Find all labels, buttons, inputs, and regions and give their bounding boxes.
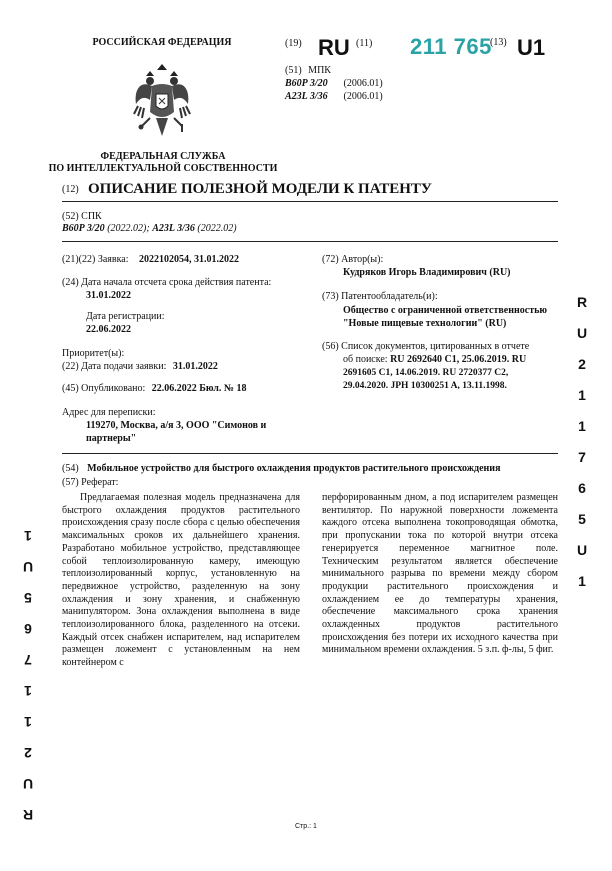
document-title: ОПИСАНИЕ ПОЛЕЗНОЙ МОДЕЛИ К ПАТЕНТУ	[88, 181, 432, 197]
cpc-class-2: A23L 3/36	[152, 223, 195, 234]
inid-code-51: (51)	[285, 65, 302, 76]
address-line-2: партнеры"	[86, 433, 137, 444]
abstract-column-1: Предлагаемая полезная модель предназначена для быстрого охлаждения продуктов растительного происхождения сразу после сбора с целью обеспечения максимальных сроков их дальнейшего хранения. Разработано мобильное устройство, представляющее собой теплоизолированную камеру, имеющую теплоизолированный корпус, установленную на передвижное устройство, разделенную на зону охлаждения и зону хранения, и снабженную манипулятором. Зона охлаждения выполнена в виде теплоизолированного блока, разделенного на отсеки. Каждый отсек снабжен испарителем, над испарителем размещен ложемент с установленным на нем контейнером с	[62, 492, 300, 669]
ipc-block	[285, 64, 383, 103]
country-code: RU	[318, 35, 350, 60]
patent-office-name	[40, 151, 286, 175]
margin-code-char: U	[576, 542, 588, 558]
margin-code-char: 6	[578, 480, 586, 496]
documents-row-1	[343, 354, 558, 366]
cpc-year-2: (2022.02)	[197, 223, 237, 234]
application-value: 2022102054, 31.01.2022	[139, 254, 240, 265]
filing-label: (22) Дата подачи заявки:	[62, 361, 167, 372]
documents-label: (56) Список документов, цитированных в отчете	[322, 341, 530, 352]
margin-code-char: 1	[24, 528, 32, 544]
margin-code-char: 7	[24, 652, 32, 668]
cpc-year-1: (2022.02);	[107, 223, 150, 234]
address-line-1: 119270, Москва, а/я 3, ООО "Симонов и	[86, 420, 267, 431]
margin-code-char: 6	[24, 621, 32, 637]
page-number: Стр.: 1	[295, 823, 317, 830]
country-name: РОССИЙСКАЯ ФЕДЕРАЦИЯ	[92, 37, 232, 48]
published-row	[62, 383, 312, 395]
margin-code-char: 2	[24, 745, 32, 761]
documents-line-3: 29.04.2020. JPH 10300251 A, 13.11.1998.	[343, 381, 507, 391]
ipc-year-1: (2006.01)	[343, 78, 383, 89]
patent-number: 211 765	[410, 34, 492, 59]
ipc-label: МПК	[308, 65, 331, 76]
application-label: (21)(22) Заявка:	[62, 254, 129, 265]
published-value: 22.06.2022 Бюл. № 18	[151, 383, 247, 394]
inid-code-19: (19)	[285, 38, 302, 49]
priority-label: Приоритет(ы):	[62, 348, 125, 359]
authors-label: (72) Автор(ы):	[322, 254, 384, 265]
biblio-divider	[62, 453, 558, 454]
registration-label: Дата регистрации:	[86, 311, 165, 322]
owner-label: (73) Патентообладатель(и):	[322, 291, 438, 302]
cpc-divider	[62, 241, 558, 242]
margin-code-char: 5	[578, 511, 586, 527]
margin-code-char: R	[22, 807, 34, 823]
document-kind: U1	[517, 35, 546, 60]
margin-code-char: 1	[24, 683, 32, 699]
cpc-label: (52) СПК	[62, 211, 102, 222]
cpc-classes	[62, 223, 237, 235]
margin-code-char: 1	[578, 387, 586, 403]
inid-code-13: (13)	[490, 37, 507, 48]
margin-code-char: R	[576, 294, 588, 310]
term-label: (24) Дата начала отсчета срока действия патента:	[62, 277, 272, 288]
margin-code-char: U	[576, 325, 588, 341]
authors-value: Кудряков Игорь Владимирович (RU)	[343, 267, 511, 278]
margin-code-char: 2	[578, 356, 586, 372]
cpc-class-1: B60P 3/20	[62, 223, 105, 234]
title-divider	[62, 201, 558, 202]
inid-code-12: (12)	[62, 184, 79, 195]
abstract-column-2: перфорированным дном, а под испарителем размещен вентилятор. По наружной поверхности ложемента каждого отсека выполнена токопроводящая обмотка, при пропускании тока по которой внутри отсека генерируется переменное магнитное поле. Техническим результатом является обеспечение минимального разрыва по времени между сбором продукции растительного происхождения и охлаждением ее до температуры хранения, обеспечение максимального срока хранения охлажденных продуктов растительного происхождения без потери их исходного качества при минимальном времени охлаждения. 5 з.п. ф-лы, 5 фиг.	[322, 492, 558, 656]
inid-code-11: (11)	[356, 38, 373, 49]
published-label: (45) Опубликовано:	[62, 383, 146, 394]
owner-line-2: "Новые пищевые технологии" (RU)	[343, 318, 507, 329]
address-label: Адрес для переписки:	[62, 407, 156, 418]
registration-value: 22.06.2022	[86, 324, 131, 335]
filing-row	[62, 361, 312, 373]
left-margin-patent-code	[20, 520, 36, 830]
filing-value: 31.01.2022	[172, 361, 218, 372]
margin-code-char: U	[22, 559, 34, 575]
application-row	[62, 254, 312, 266]
margin-code-char: 5	[24, 590, 32, 606]
margin-code-char: 1	[578, 573, 586, 589]
term-value: 31.01.2022	[86, 290, 131, 301]
service-line-1: ФЕДЕРАЛЬНАЯ СЛУЖБА	[100, 151, 226, 162]
service-line-2: ПО ИНТЕЛЛЕКТУАЛЬНОЙ СОБСТВЕННОСТИ	[48, 163, 278, 174]
right-margin-patent-code	[574, 287, 590, 597]
ipc-class-2: A23L 3/36	[285, 91, 328, 102]
documents-prefix: об поиске:	[343, 354, 388, 365]
inid-code-54: (54)	[62, 463, 79, 474]
ipc-class-1: B60P 3/20	[285, 78, 328, 89]
margin-code-char: 7	[578, 449, 586, 465]
margin-code-char: 1	[24, 714, 32, 730]
ipc-year-2: (2006.01)	[343, 91, 383, 102]
abstract-label: (57) Реферат:	[62, 477, 119, 488]
invention-title-row	[62, 463, 558, 475]
owner-line-1: Общество с ограниченной ответственностью	[343, 305, 548, 316]
coat-of-arms-emblem	[130, 62, 194, 144]
invention-title: Мобильное устройство для быстрого охлаждения продуктов растительного происхождения	[87, 463, 501, 474]
documents-line-1: RU 2692640 C1, 25.06.2019. RU	[390, 354, 527, 365]
documents-line-2: 2691605 C1, 14.06.2019. RU 2720377 C2,	[343, 368, 509, 378]
margin-code-char: U	[22, 776, 34, 792]
margin-code-char: 1	[578, 418, 586, 434]
